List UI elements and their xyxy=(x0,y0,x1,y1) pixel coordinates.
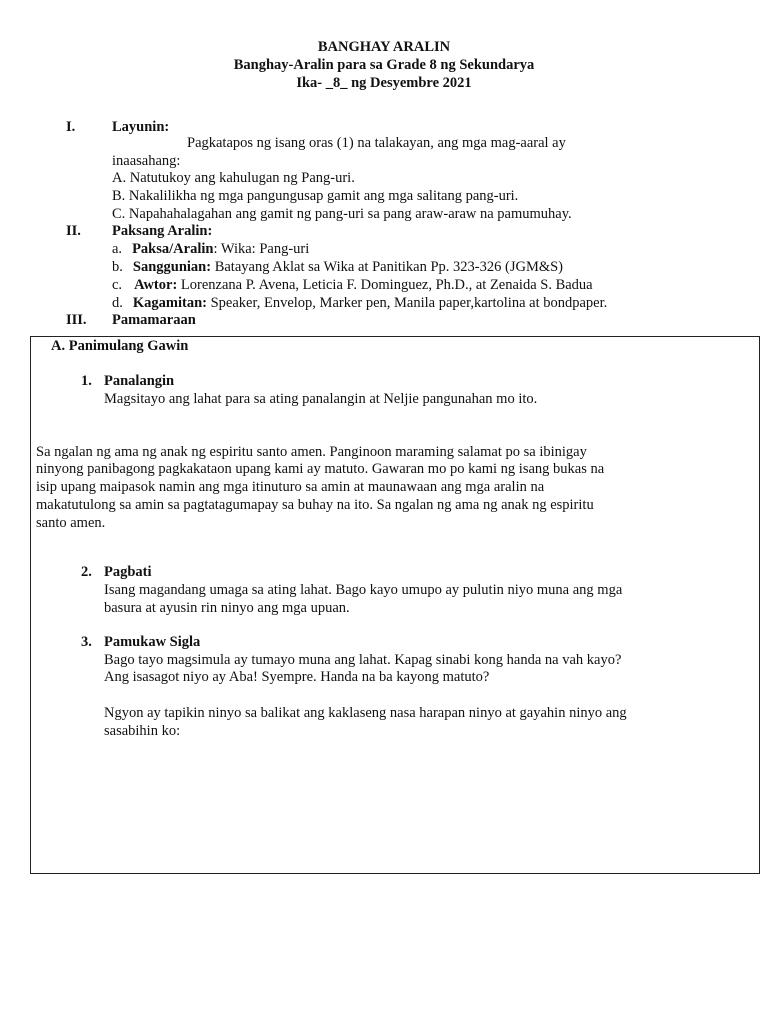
step-3-number: 3. xyxy=(81,634,92,650)
reference-letter: b. xyxy=(112,259,123,275)
materials-letter: d. xyxy=(112,295,123,311)
step-2-line-2: basura at ayusin rin ninyo ang mga upuan. xyxy=(104,600,350,616)
document-date: Ika- _8_ ng Desyembre 2021 xyxy=(296,75,472,91)
step-1-text: Magsitayo ang lahat para sa ating panalangin at Neljie pangunahan mo ito. xyxy=(104,391,538,407)
objective-b: B. Nakalilikha ng mga pangungusap gamit ang mga salitang pang-uri. xyxy=(112,188,519,204)
objectives-intro-line1: Pagkatapos ng isang oras (1) na talakayan, ang mga mag-aaral ay xyxy=(187,135,566,151)
prayer-line-2: ninyong panibagong pagkakataon upang kami ay matuto. Gawaran mo po kami ng isang bukas na xyxy=(36,461,605,477)
topic-label: Paksa/Aralin xyxy=(132,241,214,257)
section-2-heading: Paksang Aralin: xyxy=(112,223,213,239)
section-3-number: III. xyxy=(66,312,87,328)
author-letter: c. xyxy=(112,277,123,293)
topic-letter: a. xyxy=(112,241,123,257)
reference-label: Sanggunian: xyxy=(132,259,212,275)
step-3-line-1: Bago tayo magsimula ay tumayo muna ang lahat. Kapag sinabi kong handa na vah kayo? xyxy=(104,652,622,668)
step-2-number: 2. xyxy=(81,564,92,580)
topic-item xyxy=(112,240,309,258)
section-3-heading: Pamamaraan xyxy=(112,312,196,328)
step-3-title: Pamukaw Sigla xyxy=(104,634,201,650)
prayer-line-1: Sa ngalan ng ama ng anak ng espiritu santo amen. Panginoon maraming salamat po sa ibinigay xyxy=(36,444,587,460)
panimulang-gawin-heading: A. Panimulang Gawin xyxy=(51,338,189,354)
reference-item xyxy=(112,258,563,276)
materials-value: Speaker, Envelop, Marker pen, Manila paper,kartolina at bondpaper. xyxy=(210,295,608,311)
prayer-line-5: santo amen. xyxy=(36,515,106,531)
procedure-box xyxy=(30,336,760,874)
step-1-number: 1. xyxy=(81,373,92,389)
step-2-line-1: Isang magandang umaga sa ating lahat. Bago kayo umupo ay pulutin niyo muna ang mga xyxy=(104,582,623,598)
materials-label: Kagamitan: xyxy=(132,295,207,311)
objectives-intro-line2: inaasahang: xyxy=(112,153,181,169)
step-1-title: Panalangin xyxy=(104,373,175,389)
prayer-line-3: isip upang maipasok namin ang mga itinuturo sa amin at maunawaan ang mga aralin na xyxy=(36,479,545,495)
section-1-heading: Layunin: xyxy=(112,119,170,135)
step-3-line-2: Ang isasagot niyo ay Aba! Syempre. Handa na ba kayong matuto? xyxy=(104,669,490,685)
section-2-number: II. xyxy=(66,223,81,239)
step-3-line-3: Ngyon ay tapikin ninyo sa balikat ang kaklaseng nasa harapan ninyo at gayahin ninyo ang xyxy=(104,705,627,721)
topic-value: Wika: Pang-uri xyxy=(220,241,310,257)
reference-value: Batayang Aklat sa Wika at Panitikan Pp. 323-326 (JGM&S) xyxy=(214,259,564,275)
section-1-number: I. xyxy=(66,119,76,135)
materials-item xyxy=(112,294,607,312)
objective-c: C. Napahahalagahan ang gamit ng pang-uri sa pang araw-araw na pamumuhay. xyxy=(112,206,572,222)
author-label: Awtor: xyxy=(134,277,178,293)
objective-a: A. Natutukoy ang kahulugan ng Pang-uri. xyxy=(112,170,355,186)
step-2-title: Pagbati xyxy=(104,564,152,580)
document-title: BANGHAY ARALIN xyxy=(317,39,451,55)
prayer-line-4: makatutulong sa amin sa pagtatagumapay sa buhay na ito. Sa ngalan ng ama ng anak ng espiritu xyxy=(36,497,594,513)
author-item xyxy=(112,276,593,294)
topic-sep: : xyxy=(213,241,221,257)
step-3-line-4: sasabihin ko: xyxy=(104,723,181,739)
author-value: Lorenzana P. Avena, Leticia F. Dominguez, Ph.D., at Zenaida S. Badua xyxy=(180,277,593,293)
document-subtitle: Banghay-Aralin para sa Grade 8 ng Sekundarya xyxy=(233,57,535,73)
